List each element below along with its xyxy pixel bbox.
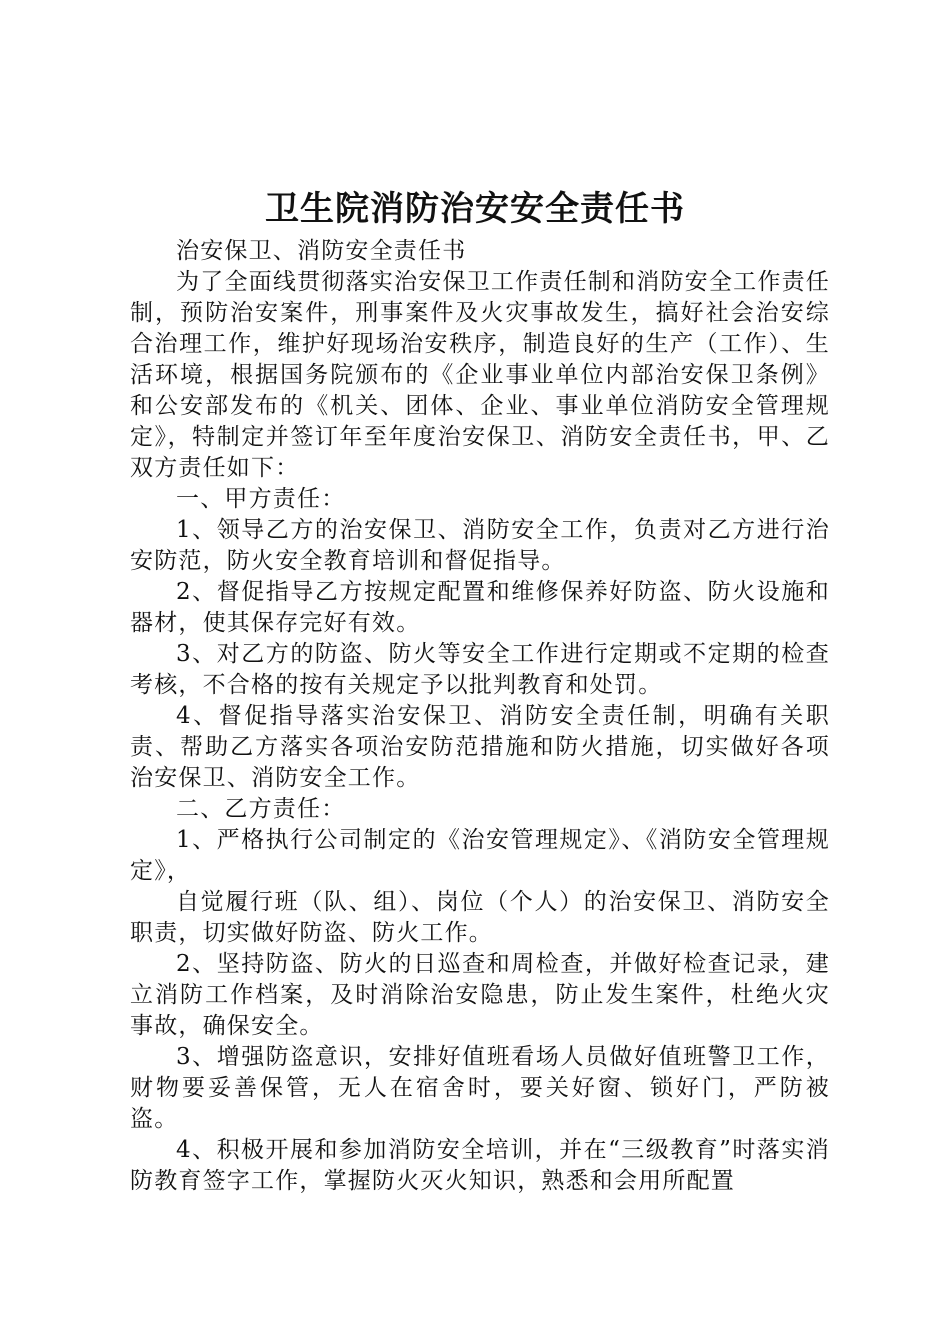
party-a-item-2: 2、督促指导乙方按规定配置和维修保养好防盗、防火设施和器材，使其保存完好有效。 bbox=[130, 579, 830, 636]
party-b-item-1-continued: 自觉履行班（队、组）、岗位（个人）的治安保卫、消防安全职责，切实做好防盗、防火工作。 bbox=[130, 889, 830, 946]
document-subtitle: 治安保卫、消防安全责任书 bbox=[176, 238, 467, 264]
party-b-item-1: 1、严格执行公司制定的《治安管理规定》、《消防安全管理规定》， bbox=[130, 827, 830, 884]
party-a-item-3: 3、对乙方的防盗、防火等安全工作进行定期或不定期的检查考核，不合格的按有关规定予以批判教育和处罚。 bbox=[130, 641, 830, 698]
section-heading-party-b: 二、乙方责任： bbox=[176, 796, 346, 822]
party-b-item-2: 2、坚持防盗、防火的日巡查和周检查，并做好检查记录，建立消防工作档案，及时消除治安隐患，防止发生案件，杜绝火灾事故，确保安全。 bbox=[130, 951, 830, 1039]
party-a-item-1: 1、领导乙方的治安保卫、消防安全工作，负责对乙方进行治安防范，防火安全教育培训和督促指导。 bbox=[130, 517, 830, 574]
document-body bbox=[130, 236, 830, 1197]
party-a-item-4: 4、督促指导落实治安保卫、消防安全责任制，明确有关职责、帮助乙方落实各项治安防范措施和防火措施，切实做好各项治安保卫、消防安全工作。 bbox=[130, 703, 830, 791]
intro-paragraph: 为了全面线贯彻落实治安保卫工作责任制和消防安全工作责任制，预防治安案件，刑事案件及火灾事故发生，搞好社会治安综合治理工作，维护好现场治安秩序，制造良好的生产（工作）、生活环境，根据国务院颁布的《企业事业单位内部治安保卫条例》和公安部发布的《机关、团体、企业、事业单位消防安全管理规定》，特制定并签订年至年度治安保卫、消防安全责任书，甲、乙双方责任如下： bbox=[130, 269, 830, 481]
party-b-item-4: 4、积极开展和参加消防安全培训，并在“三级教育”时落实消防教育签字工作，掌握防火灭火知识，熟悉和会用所配置 bbox=[130, 1137, 830, 1194]
party-b-item-3: 3、增强防盗意识，安排好值班看场人员做好值班警卫工作，财物要妥善保管，无人在宿舍时，要关好窗、锁好门，严防被盗。 bbox=[130, 1044, 830, 1132]
section-heading-party-a: 一、甲方责任： bbox=[176, 486, 346, 512]
document-title: 卫生院消防治安安全责任书 bbox=[265, 189, 685, 229]
